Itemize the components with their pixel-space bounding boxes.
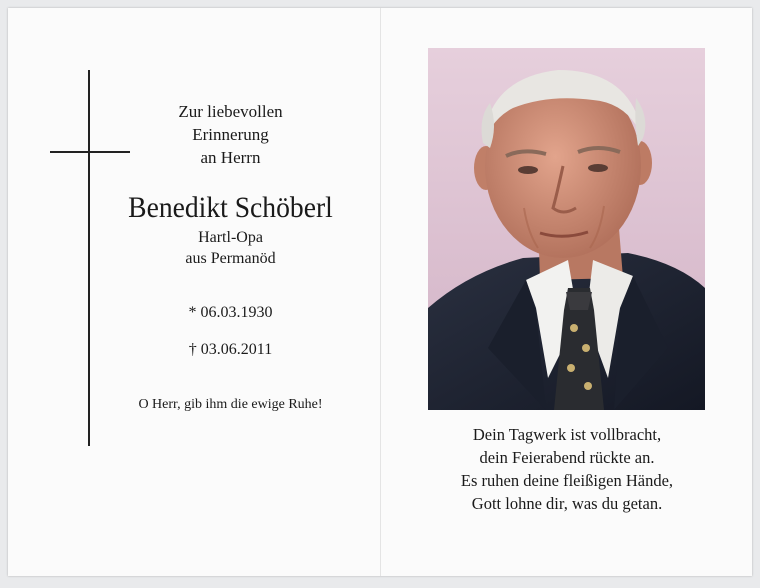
deceased-origin: aus Permanöd: [185, 250, 276, 267]
prayer-text: O Herr, gib ihm die ewige Ruhe!: [138, 397, 323, 412]
verse-line-1: Dein Tagwerk ist vollbracht,: [472, 425, 662, 444]
deceased-nickname: Hartl-Opa: [198, 229, 263, 246]
portrait-photo: [428, 48, 705, 410]
birth-date: * 06.03.1930: [188, 304, 273, 321]
intro-line-2: Erinnerung: [192, 125, 269, 144]
memorial-verse: [412, 423, 722, 515]
intro-line-3: an Herrn: [200, 148, 261, 167]
deceased-details: [98, 227, 363, 269]
remembrance-intro: [98, 100, 363, 169]
memorial-card: [8, 8, 752, 576]
intro-line-1: Zur liebevollen: [178, 102, 283, 121]
verse-line-3: Es ruhen deine fleißigen Hände,: [460, 471, 674, 490]
death-date: † 03.06.2011: [188, 341, 273, 358]
cross-icon-vertical-bar: [88, 70, 90, 446]
portrait-illustration: [428, 48, 705, 410]
verse-line-2: dein Feierabend rückte an.: [479, 448, 655, 467]
deceased-name: Benedikt Schöberl: [128, 191, 333, 224]
card-fold-line: [380, 8, 381, 576]
verse-line-4: Gott lohne dir, was du getan.: [471, 494, 663, 513]
